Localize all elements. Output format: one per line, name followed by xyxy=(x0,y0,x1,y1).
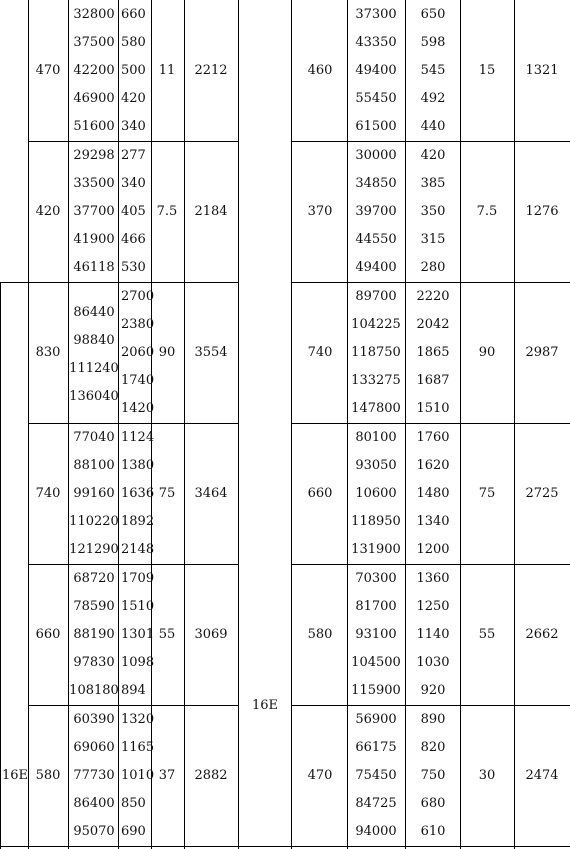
value-cell: 34850 xyxy=(355,176,397,191)
value-cell: 95070 xyxy=(73,824,115,839)
value-cell: 660 xyxy=(35,627,61,642)
model-cell: 16E xyxy=(1,768,29,783)
value-cell: 86400 xyxy=(73,796,115,811)
value-cell: 49400 xyxy=(355,260,397,275)
value-cell: 55 xyxy=(478,627,496,642)
value-cell: 1865 xyxy=(416,345,450,360)
value-cell: 115900 xyxy=(351,683,401,698)
value-cell: 280 xyxy=(420,260,446,275)
value-cell: 121290 xyxy=(69,542,119,557)
value-cell: 545 xyxy=(420,63,446,78)
value-cell: 610 xyxy=(420,824,446,839)
value-cell: 60390 xyxy=(73,712,115,727)
value-cell: 1320 xyxy=(121,712,155,727)
value-cell: 1030 xyxy=(416,655,450,670)
value-cell: 2042 xyxy=(416,317,450,332)
value-cell: 650 xyxy=(420,7,446,22)
value-cell: 1687 xyxy=(416,373,450,388)
value-cell: 88190 xyxy=(73,627,115,642)
value-cell: 90 xyxy=(478,345,496,360)
value-cell: 890 xyxy=(420,712,446,727)
value-cell: 385 xyxy=(420,176,446,191)
value-cell: 29298 xyxy=(73,148,115,163)
value-cell: 500 xyxy=(121,63,146,78)
value-cell: 420 xyxy=(121,91,146,106)
value-cell: 2060 xyxy=(121,345,155,360)
value-cell: 1510 xyxy=(416,401,450,416)
value-cell: 740 xyxy=(307,345,333,360)
value-cell: 2662 xyxy=(525,627,559,642)
value-cell: 111240 xyxy=(69,361,119,376)
table-grid-line xyxy=(28,423,238,424)
value-cell: 43350 xyxy=(355,35,397,50)
value-cell: 1250 xyxy=(416,599,450,614)
table-grid-line xyxy=(28,564,238,565)
table-border-line xyxy=(0,283,1,849)
value-cell: 690 xyxy=(121,824,146,839)
value-cell: 46900 xyxy=(73,91,115,106)
value-cell: 1709 xyxy=(121,571,155,586)
value-cell: 1636 xyxy=(121,486,155,501)
value-cell: 830 xyxy=(35,345,61,360)
value-cell: 37 xyxy=(158,768,176,783)
value-cell: 68720 xyxy=(73,571,115,586)
value-cell: 850 xyxy=(121,796,146,811)
value-cell: 99160 xyxy=(73,486,115,501)
table-grid-line xyxy=(118,0,119,849)
value-cell: 1301 xyxy=(121,627,155,642)
value-cell: 2212 xyxy=(194,63,228,78)
value-cell: 315 xyxy=(420,232,446,247)
value-cell: 1124 xyxy=(121,430,155,445)
value-cell: 1010 xyxy=(121,768,155,783)
value-cell: 93050 xyxy=(355,458,397,473)
value-cell: 133275 xyxy=(351,373,401,388)
value-cell: 405 xyxy=(121,204,146,219)
value-cell: 77040 xyxy=(73,430,115,445)
value-cell: 11 xyxy=(158,63,176,78)
value-cell: 55450 xyxy=(355,91,397,106)
value-cell: 88100 xyxy=(73,458,115,473)
value-cell: 81700 xyxy=(355,599,397,614)
value-cell: 98840 xyxy=(73,333,115,348)
value-cell: 340 xyxy=(121,119,146,134)
value-cell: 51600 xyxy=(73,119,115,134)
value-cell: 32800 xyxy=(73,7,115,22)
value-cell: 1140 xyxy=(416,627,450,642)
value-cell: 350 xyxy=(420,204,446,219)
value-cell: 1321 xyxy=(525,63,559,78)
value-cell: 110220 xyxy=(69,514,119,529)
value-cell: 78590 xyxy=(73,599,115,614)
value-cell: 580 xyxy=(35,768,61,783)
table-grid-line xyxy=(291,282,570,283)
value-cell: 1276 xyxy=(525,204,559,219)
value-cell: 1510 xyxy=(121,599,155,614)
value-cell: 580 xyxy=(307,627,333,642)
value-cell: 2882 xyxy=(194,768,228,783)
value-cell: 75450 xyxy=(355,768,397,783)
value-cell: 1480 xyxy=(416,486,450,501)
value-cell: 104225 xyxy=(351,317,401,332)
value-cell: 340 xyxy=(121,176,146,191)
value-cell: 420 xyxy=(35,204,61,219)
value-cell: 440 xyxy=(420,119,446,134)
table-grid-line xyxy=(460,0,461,849)
value-cell: 750 xyxy=(420,768,446,783)
value-cell: 136040 xyxy=(69,389,119,404)
value-cell: 80100 xyxy=(355,430,397,445)
value-cell: 86440 xyxy=(73,305,115,320)
value-cell: 131900 xyxy=(351,542,401,557)
value-cell: 41900 xyxy=(73,232,115,247)
value-cell: 90 xyxy=(158,345,176,360)
value-cell: 84725 xyxy=(355,796,397,811)
value-cell: 680 xyxy=(420,796,446,811)
value-cell: 61500 xyxy=(355,119,397,134)
value-cell: 30000 xyxy=(355,148,397,163)
table-grid-line xyxy=(347,0,348,849)
value-cell: 492 xyxy=(420,91,446,106)
value-cell: 3069 xyxy=(194,627,228,642)
value-cell: 1098 xyxy=(121,655,155,670)
value-cell: 1165 xyxy=(121,740,155,755)
value-cell: 466 xyxy=(121,232,146,247)
value-cell: 118950 xyxy=(351,514,401,529)
value-cell: 1892 xyxy=(121,514,155,529)
value-cell: 70300 xyxy=(355,571,397,586)
value-cell: 2987 xyxy=(525,345,559,360)
value-cell: 460 xyxy=(307,63,333,78)
value-cell: 2148 xyxy=(121,542,155,557)
value-cell: 598 xyxy=(420,35,446,50)
value-cell: 1340 xyxy=(416,514,450,529)
value-cell: 660 xyxy=(121,7,146,22)
table-grid-line xyxy=(28,705,238,706)
table-grid-line xyxy=(184,0,185,849)
value-cell: 1200 xyxy=(416,542,450,557)
table-grid-line xyxy=(291,564,570,565)
value-cell: 66175 xyxy=(355,740,397,755)
table-grid-line xyxy=(0,846,570,847)
value-cell: 470 xyxy=(307,768,333,783)
value-cell: 2725 xyxy=(525,486,559,501)
value-cell: 894 xyxy=(121,683,146,698)
value-cell: 39700 xyxy=(355,204,397,219)
value-cell: 1360 xyxy=(416,571,450,586)
table-grid-line xyxy=(28,0,29,849)
value-cell: 93100 xyxy=(355,627,397,642)
value-cell: 2220 xyxy=(416,289,450,304)
value-cell: 56900 xyxy=(355,712,397,727)
value-cell: 77730 xyxy=(73,768,115,783)
value-cell: 1420 xyxy=(121,401,155,416)
value-cell: 7.5 xyxy=(476,204,498,219)
value-cell: 740 xyxy=(35,486,61,501)
value-cell: 44550 xyxy=(355,232,397,247)
value-cell: 820 xyxy=(420,740,446,755)
value-cell: 49400 xyxy=(355,63,397,78)
value-cell: 2700 xyxy=(121,289,155,304)
value-cell: 33500 xyxy=(73,176,115,191)
value-cell: 55 xyxy=(158,627,176,642)
value-cell: 370 xyxy=(307,204,333,219)
table-grid-line xyxy=(68,0,69,849)
value-cell: 75 xyxy=(158,486,176,501)
value-cell: 37700 xyxy=(73,204,115,219)
value-cell: 470 xyxy=(35,63,61,78)
value-cell: 1380 xyxy=(121,458,155,473)
value-cell: 1620 xyxy=(416,458,450,473)
value-cell: 118750 xyxy=(351,345,401,360)
value-cell: 1740 xyxy=(121,373,155,388)
value-cell: 75 xyxy=(478,486,496,501)
value-cell: 37300 xyxy=(355,7,397,22)
value-cell: 46118 xyxy=(73,260,115,275)
value-cell: 147800 xyxy=(351,401,401,416)
value-cell: 108180 xyxy=(69,683,119,698)
table-grid-line xyxy=(291,141,570,142)
value-cell: 2474 xyxy=(525,768,559,783)
value-cell: 420 xyxy=(420,148,446,163)
value-cell: 2184 xyxy=(194,204,228,219)
table-grid-line xyxy=(291,423,570,424)
table-grid-line xyxy=(405,0,406,849)
value-cell: 7.5 xyxy=(156,204,178,219)
value-cell: 104500 xyxy=(351,655,401,670)
value-cell: 920 xyxy=(420,683,446,698)
value-cell: 37500 xyxy=(73,35,115,50)
value-cell: 30 xyxy=(478,768,496,783)
value-cell: 3464 xyxy=(194,486,228,501)
value-cell: 3554 xyxy=(194,345,228,360)
table-grid-line xyxy=(291,705,570,706)
value-cell: 89700 xyxy=(355,289,397,304)
table-grid-line xyxy=(238,0,239,849)
value-cell: 97830 xyxy=(73,655,115,670)
table-grid-line xyxy=(514,0,515,849)
value-cell: 660 xyxy=(307,486,333,501)
value-cell: 69060 xyxy=(73,740,115,755)
value-cell: 2380 xyxy=(121,317,155,332)
table-grid-line xyxy=(28,141,238,142)
model-cell: 16E xyxy=(251,698,279,713)
value-cell: 1760 xyxy=(416,430,450,445)
value-cell: 530 xyxy=(121,260,146,275)
table-grid-line xyxy=(291,0,292,849)
value-cell: 277 xyxy=(121,148,146,163)
value-cell: 10600 xyxy=(355,486,397,501)
table-grid-line xyxy=(0,282,238,283)
value-cell: 15 xyxy=(478,63,496,78)
value-cell: 42200 xyxy=(73,63,115,78)
value-cell: 580 xyxy=(121,35,146,50)
value-cell: 94000 xyxy=(355,824,397,839)
